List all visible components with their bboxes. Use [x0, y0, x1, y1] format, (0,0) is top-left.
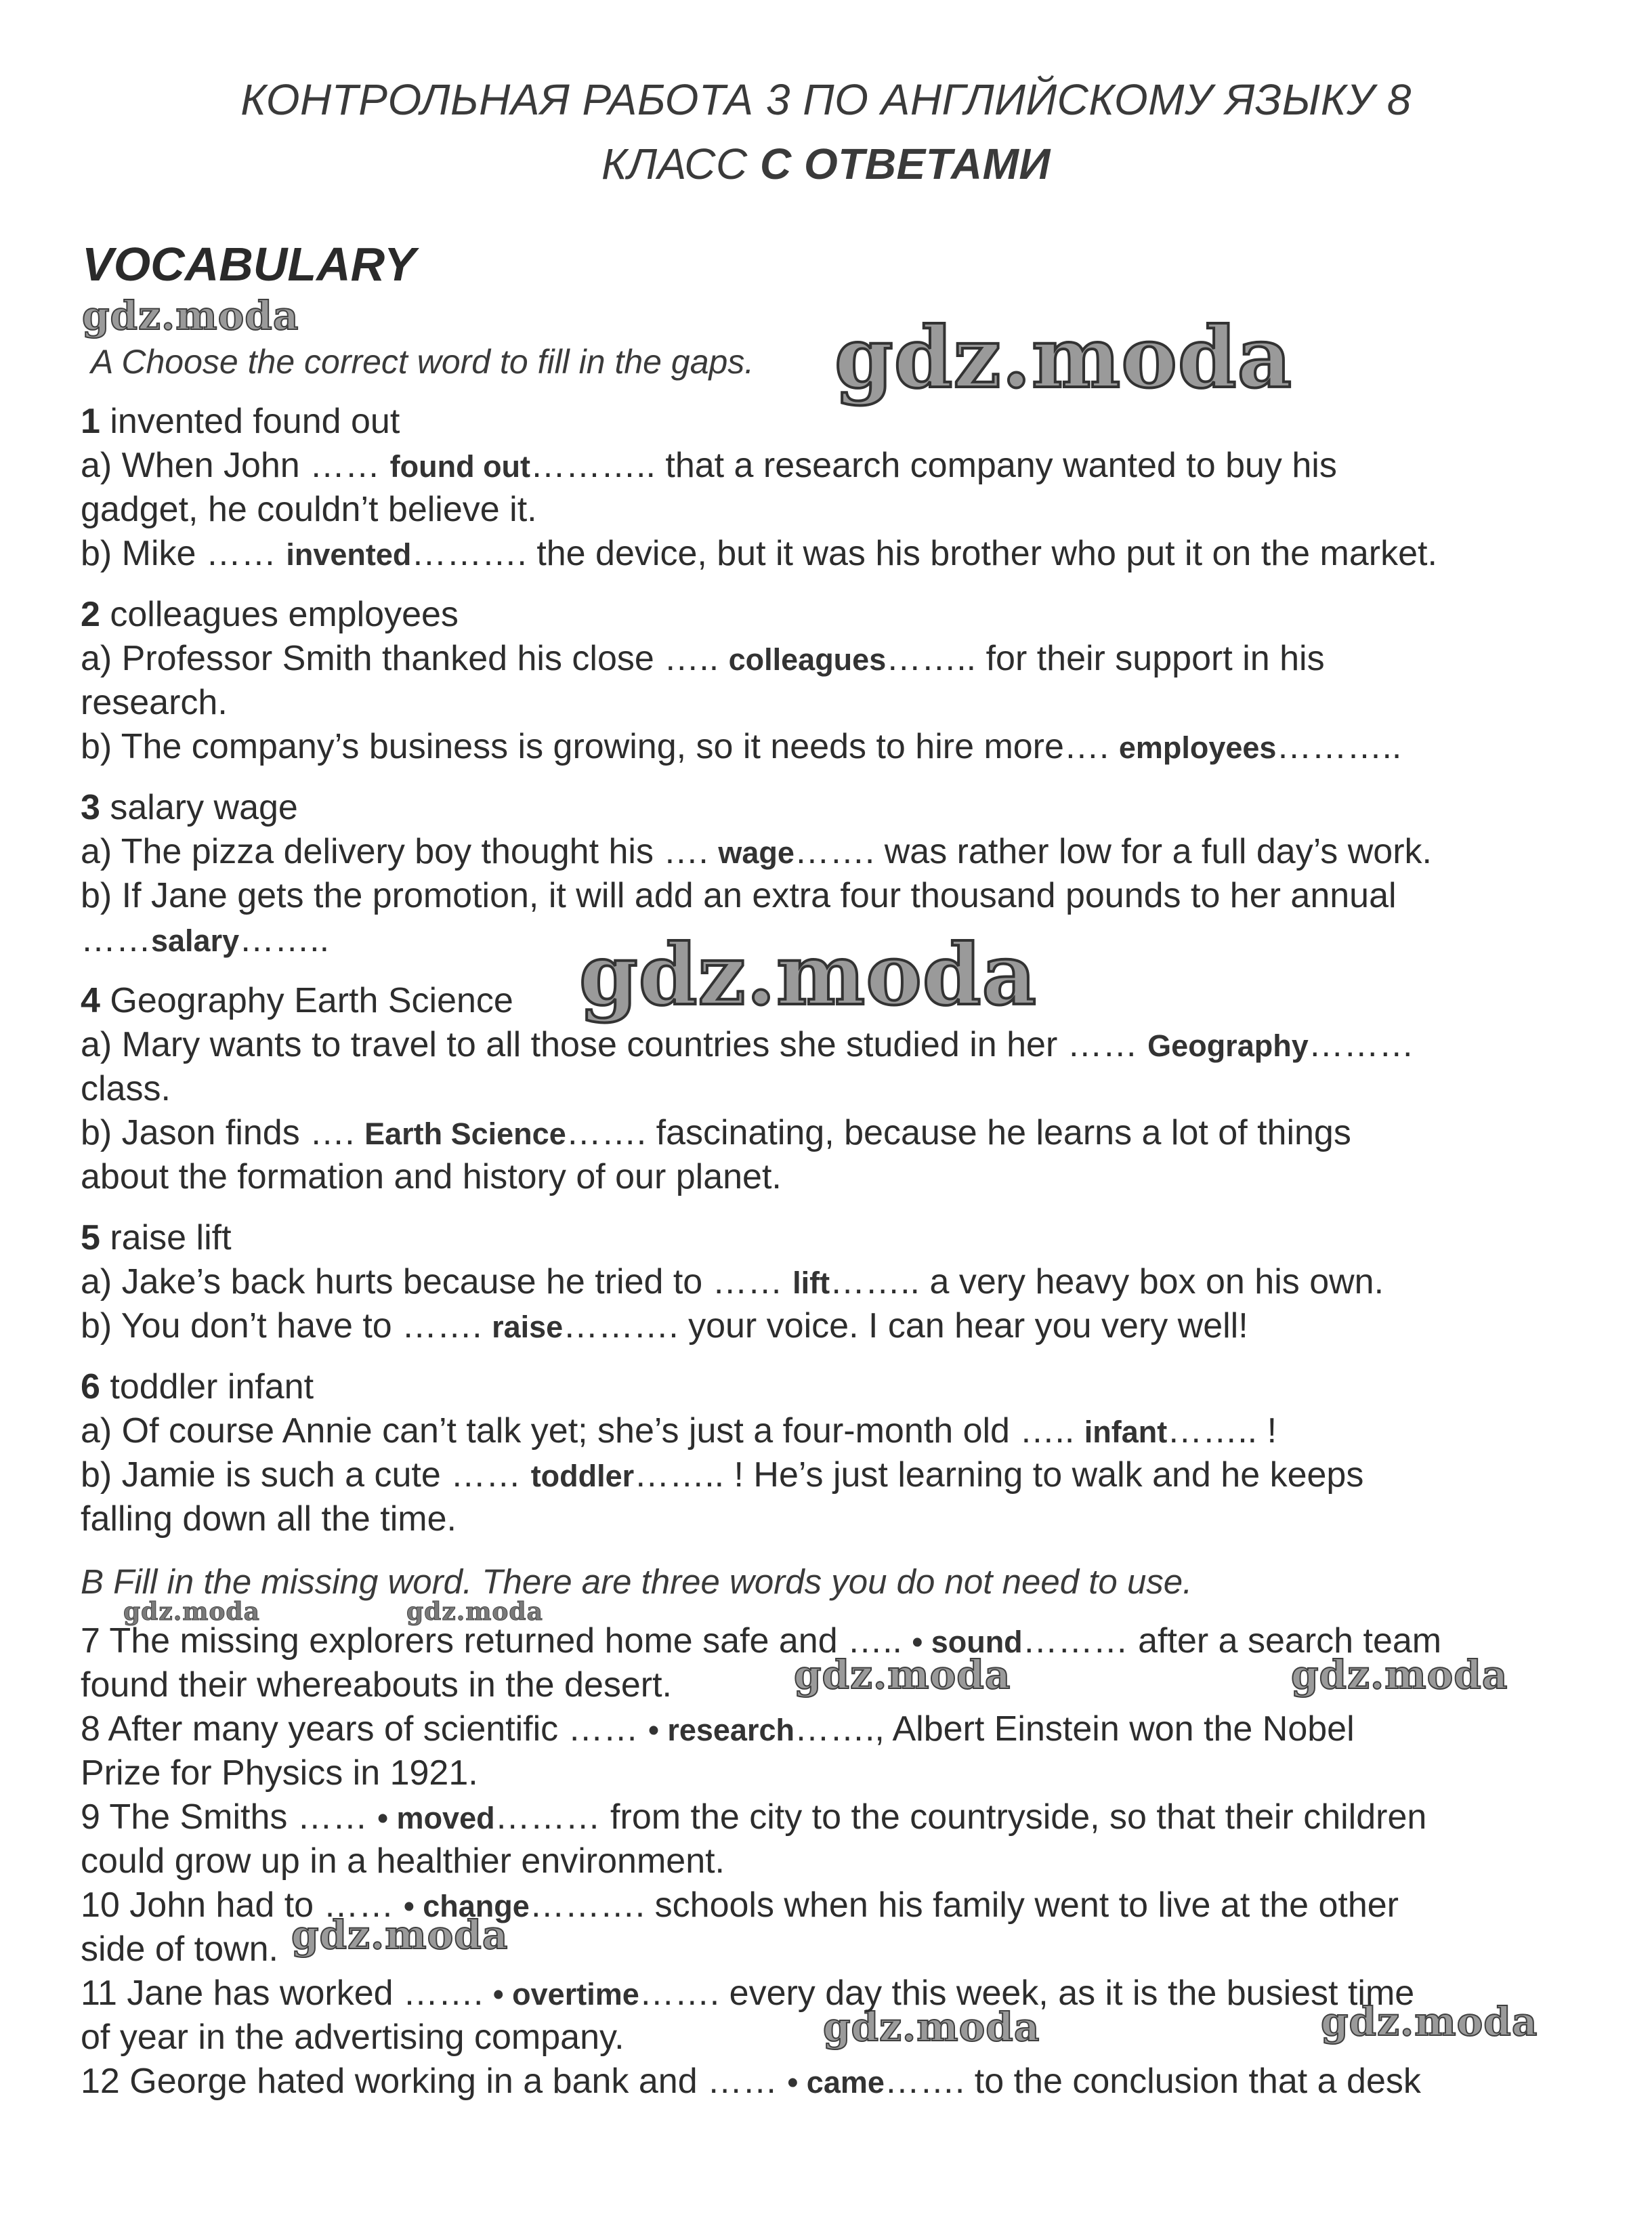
q1-options [81, 401, 400, 442]
section-heading: VOCABULARY [82, 238, 416, 291]
q6a-sentence: a) Of course Annie can’t talk yet; she’s just a four-month old ….. infant…….. ! [81, 1411, 1277, 1451]
answer: wage [718, 835, 795, 870]
q4a-continuation: class. [81, 1069, 171, 1108]
watermark-logo: gdz.moda [82, 293, 299, 339]
q2b-sentence: b) The company’s business is growing, so it needs to hire more…. employees……….. [81, 727, 1402, 766]
q3b-continuation: ……salary…….. [81, 920, 330, 959]
q6b-continuation: falling down all the time. [81, 1499, 457, 1539]
title-class-text: КЛАСС [601, 140, 760, 188]
q3-options [81, 787, 298, 828]
answer: • change [403, 1889, 530, 1923]
q1a-continuation: gadget, he couldn’t believe it. [81, 490, 537, 529]
answer: Geography [1147, 1028, 1309, 1063]
q10-continuation: side of town. [81, 1930, 278, 1969]
q5-options [81, 1217, 232, 1258]
watermark-logo: gdz.moda [123, 1598, 260, 1626]
question-number: 2 [81, 595, 100, 634]
answer: raise [492, 1310, 564, 1344]
page-title-line2 [0, 139, 1652, 189]
answer: colleagues [728, 642, 887, 677]
q6b-sentence: b) Jamie is such a cute …… toddler…….. ! He’s just learning to walk and he keeps [81, 1455, 1364, 1495]
watermark-logo: gdz.moda [406, 1598, 543, 1626]
answer: • overtime [492, 1977, 639, 2011]
part-a-instruction: A Choose the correct word to fill in the gaps. [91, 343, 755, 381]
part-b-instruction: B Fill in the missing word. There are three words you do not need to use. [81, 1562, 1193, 1601]
watermark-logo: gdz.moda [1291, 1652, 1508, 1698]
title-answers-text: С ОТВЕТАМИ [759, 140, 1051, 188]
q4b-continuation: about the formation and history of our planet. [81, 1157, 782, 1196]
answer: invented [286, 537, 412, 572]
answer: found out [389, 449, 531, 484]
answer: • sound [912, 1625, 1023, 1659]
answer: lift [792, 1266, 830, 1300]
answer: infant [1084, 1415, 1168, 1449]
question-number: 6 [81, 1367, 100, 1406]
watermark-logo: gdz.moda [291, 1912, 509, 1958]
answer: • research [648, 1713, 795, 1747]
watermark-logo: gdz.moda [834, 309, 1292, 407]
q9-sentence: 9 The Smiths …… • moved……… from the city to the countryside, so that their children [81, 1797, 1427, 1837]
q12-sentence: 12 George hated working in a bank and …… • came……. to the conclusion that a desk [81, 2062, 1421, 2101]
q3a-sentence: a) The pizza delivery boy thought his …. wage……. was rather low for a full day’s work. [81, 832, 1432, 871]
q11-sentence: 11 Jane has worked ……. • overtime……. every day this week, as it is the busiest time [81, 1974, 1415, 2013]
question-number: 1 [81, 402, 100, 441]
q2-options [81, 594, 459, 635]
answer: employees [1118, 730, 1277, 765]
question-number: 5 [81, 1218, 100, 1257]
word-options: toddler infant [100, 1367, 314, 1406]
q4b-sentence: b) Jason finds …. Earth Science……. fascinating, because he learns a lot of things [81, 1113, 1351, 1152]
q11-continuation: of year in the advertising company. [81, 2018, 624, 2057]
q7-sentence: 7 The missing explorers returned home safe and ….. • sound……… after a search team [81, 1621, 1442, 1661]
q5b-sentence: b) You don’t have to ……. raise………. your voice. I can hear you very well! [81, 1306, 1248, 1346]
q4-options [81, 980, 513, 1021]
watermark-logo: gdz.moda [579, 926, 1037, 1024]
q9-continuation: could grow up in a healthier environment. [81, 1841, 725, 1881]
word-options: Geography Earth Science [100, 981, 513, 1020]
page-title-line1: КОНТРОЛЬНАЯ РАБОТА 3 ПО АНГЛИЙСКОМУ ЯЗЫКУ 8 [240, 75, 1412, 124]
word-options: invented found out [100, 402, 400, 441]
q7-continuation: found their whereabouts in the desert. [81, 1665, 673, 1705]
q8-continuation: Prize for Physics in 1921. [81, 1753, 478, 1793]
answer: salary [151, 923, 240, 958]
word-options: raise lift [100, 1218, 232, 1257]
answer: • moved [377, 1801, 495, 1835]
q8-sentence: 8 After many years of scientific …… • research……., Albert Einstein won the Nobel [81, 1709, 1355, 1749]
watermark-logo: gdz.moda [1321, 1999, 1538, 2045]
word-options: colleagues employees [100, 595, 459, 634]
q10-sentence: 10 John had to …… • change………. schools when his family went to live at the other [81, 1885, 1399, 1925]
q4a-sentence: a) Mary wants to travel to all those countries she studied in her …… Geography……… [81, 1025, 1414, 1064]
word-options: salary wage [100, 788, 298, 827]
answer: • came [787, 2065, 885, 2100]
answer: toddler [530, 1459, 635, 1493]
q5a-sentence: a) Jake’s back hurts because he tried to …… lift…….. a very heavy box on his own. [81, 1262, 1384, 1301]
question-number: 4 [81, 981, 100, 1020]
q2a-sentence: a) Professor Smith thanked his close ….. colleagues…….. for their support in his [81, 639, 1325, 678]
q2a-continuation: research. [81, 683, 228, 722]
question-number: 3 [81, 788, 100, 827]
answer: Earth Science [364, 1117, 566, 1151]
watermark-logo: gdz.moda [823, 2004, 1040, 2050]
q3b-sentence: b) If Jane gets the promotion, it will add an extra four thousand pounds to her annual [81, 876, 1397, 915]
q6-options [81, 1367, 314, 1407]
q1a-sentence: a) When John …… found out……….. that a research company wanted to buy his [81, 446, 1337, 485]
watermark-logo: gdz.moda [794, 1652, 1011, 1698]
q1b-sentence: b) Mike …… invented………. the device, but it was his brother who put it on the market. [81, 534, 1437, 573]
